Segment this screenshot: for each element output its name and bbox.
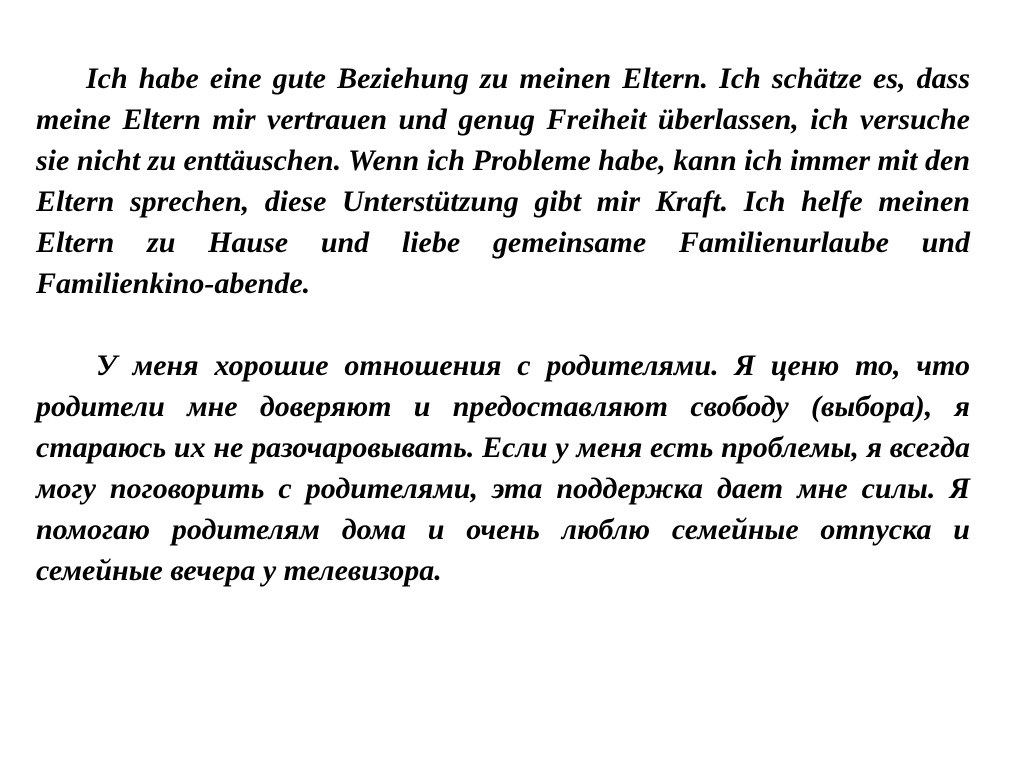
- paragraph-german: Ich habe eine gute Beziehung zu meinen Eltern. Ich schätze es, dass meine Eltern mir vertrauen und genug Freiheit überlassen, ich versuche sie nicht zu enttäuschen. Wenn ich Probleme habe, kann ich immer mit den Eltern sprechen, diese Unterstützung gibt mir Kraft. Ich helfe meinen Eltern zu Hause und liebe gemeinsame Familienurlaube und Familienkino-abende.: [36, 62, 970, 300]
- paragraph-russian: У меня хорошие отношения с родителями. Я ценю то, что родители мне доверяют и предоставляют свободу (выбора), я стараюсь их не разочаровывать. Если у меня есть проблемы, я всегда могу поговорить с родителями, эта поддержка дает мне силы. Я помогаю родителям дома и очень люблю семейные отпуска и семейные вечера у телевизора.: [36, 349, 970, 587]
